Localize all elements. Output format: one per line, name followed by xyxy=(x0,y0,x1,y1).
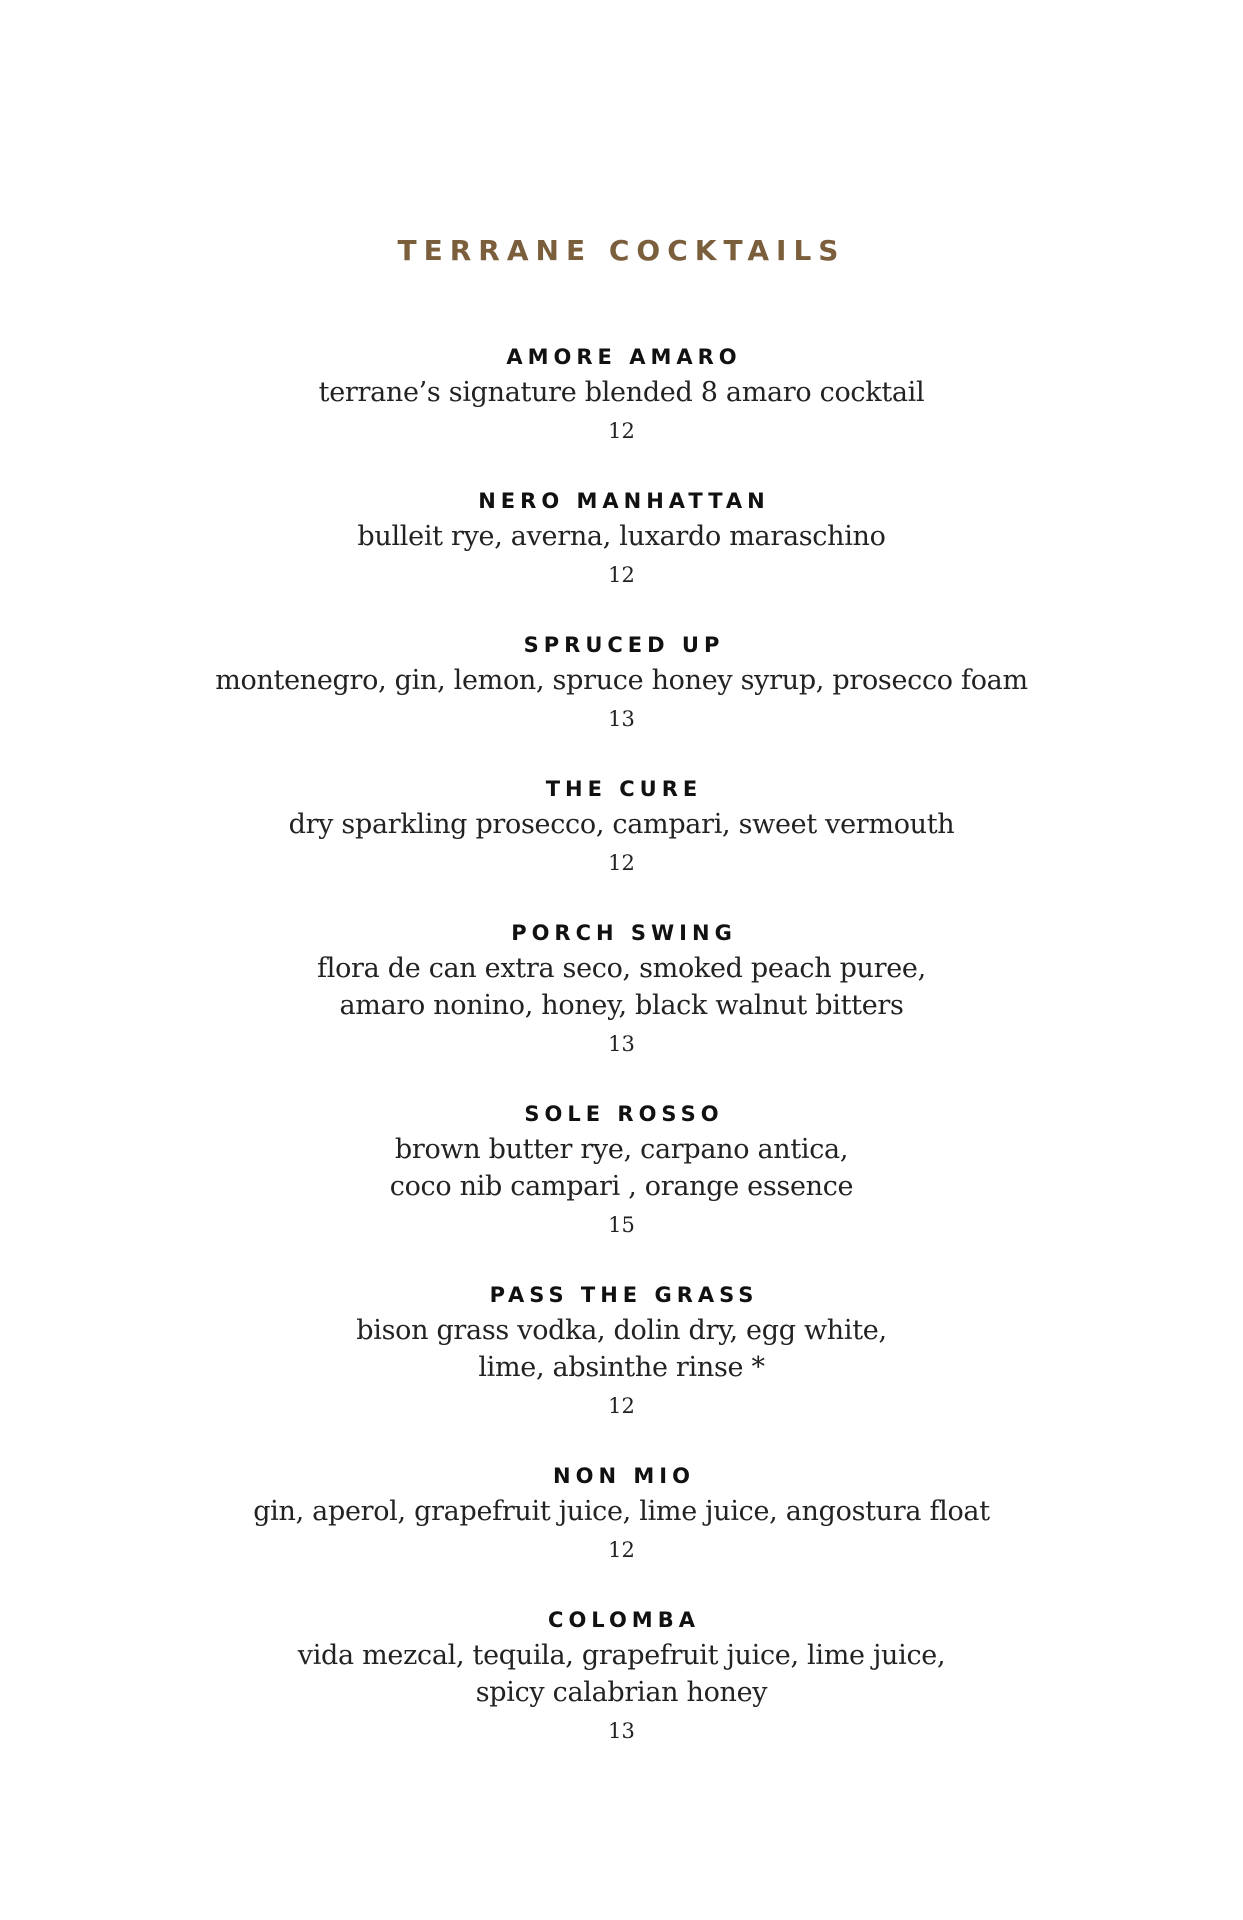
menu-item-price: 12 xyxy=(608,1394,635,1418)
menu-item-porch-swing xyxy=(0,916,1243,1064)
menu-item-price: 12 xyxy=(608,419,635,443)
menu-item-description-line: coco nib campari , orange essence xyxy=(389,1171,854,1202)
menu-item-name: COLOMBA xyxy=(548,1608,700,1632)
menu-item-name: NERO MANHATTAN xyxy=(478,489,770,513)
menu-item-name: SOLE ROSSO xyxy=(524,1102,724,1126)
menu-item-description-line: lime, absinthe rinse * xyxy=(478,1352,765,1383)
menu-item-sole-rosso xyxy=(0,1097,1243,1245)
menu-item-description-line: spicy calabrian honey xyxy=(475,1677,768,1708)
menu-item-description-line: vida mezcal, tequila, grapefruit juice, lime juice, xyxy=(297,1640,946,1671)
menu-item-description-line: montenegro, gin, lemon, spruce honey syrup, prosecco foam xyxy=(215,665,1028,696)
menu-item-non-mio xyxy=(0,1459,1243,1570)
menu-item-description xyxy=(0,1312,1243,1386)
menu-item-spruced-up xyxy=(0,628,1243,739)
menu-item-price: 15 xyxy=(608,1213,635,1237)
menu-item-description xyxy=(0,374,1243,411)
menu-item-name: NON MIO xyxy=(553,1464,695,1488)
menu-item-price: 12 xyxy=(608,1538,635,1562)
menu-item-description-line: brown butter rye, carpano antica, xyxy=(394,1134,849,1165)
menu-item-name: PASS THE GRASS xyxy=(489,1283,759,1307)
menu-item-description-line: bison grass vodka, dolin dry, egg white, xyxy=(356,1315,887,1346)
menu-item-description xyxy=(0,518,1243,555)
menu-item-amore-amaro xyxy=(0,340,1243,451)
menu-item-the-cure xyxy=(0,772,1243,883)
menu-item-price: 12 xyxy=(608,563,635,587)
menu-item-pass-the-grass xyxy=(0,1278,1243,1426)
menu-item-description-line: bulleit rye, averna, luxardo maraschino xyxy=(357,521,886,552)
menu-item-description xyxy=(0,950,1243,1024)
menu-item-name: AMORE AMARO xyxy=(506,345,742,369)
menu-item-description-line: amaro nonino, honey, black walnut bitters xyxy=(339,990,904,1021)
menu-item-price: 13 xyxy=(608,707,635,731)
menu-item-price: 13 xyxy=(608,1032,635,1056)
menu-item-description-line: terrane’s signature blended 8 amaro cocktail xyxy=(318,377,925,408)
menu-item-name: THE CURE xyxy=(545,777,703,801)
menu-item-colomba xyxy=(0,1603,1243,1751)
menu-item-description xyxy=(0,1493,1243,1530)
menu-item-name: SPRUCED UP xyxy=(523,633,725,657)
menu-item-description xyxy=(0,806,1243,843)
menu-item-name: PORCH SWING xyxy=(511,921,737,945)
menu-item-description xyxy=(0,1131,1243,1205)
menu-item-description-line: dry sparkling prosecco, campari, sweet vermouth xyxy=(288,809,955,840)
menu-item-description-line: flora de can extra seco, smoked peach puree, xyxy=(317,953,926,984)
menu-item-description xyxy=(0,1637,1243,1711)
menu-item-description xyxy=(0,662,1243,699)
menu-item-description-line: gin, aperol, grapefruit juice, lime juice, angostura float xyxy=(253,1496,990,1527)
menu-title: TERRANE COCKTAILS xyxy=(397,234,846,267)
menu-item-price: 12 xyxy=(608,851,635,875)
menu-item-price: 13 xyxy=(608,1719,635,1743)
menu-item-nero-manhattan xyxy=(0,484,1243,595)
